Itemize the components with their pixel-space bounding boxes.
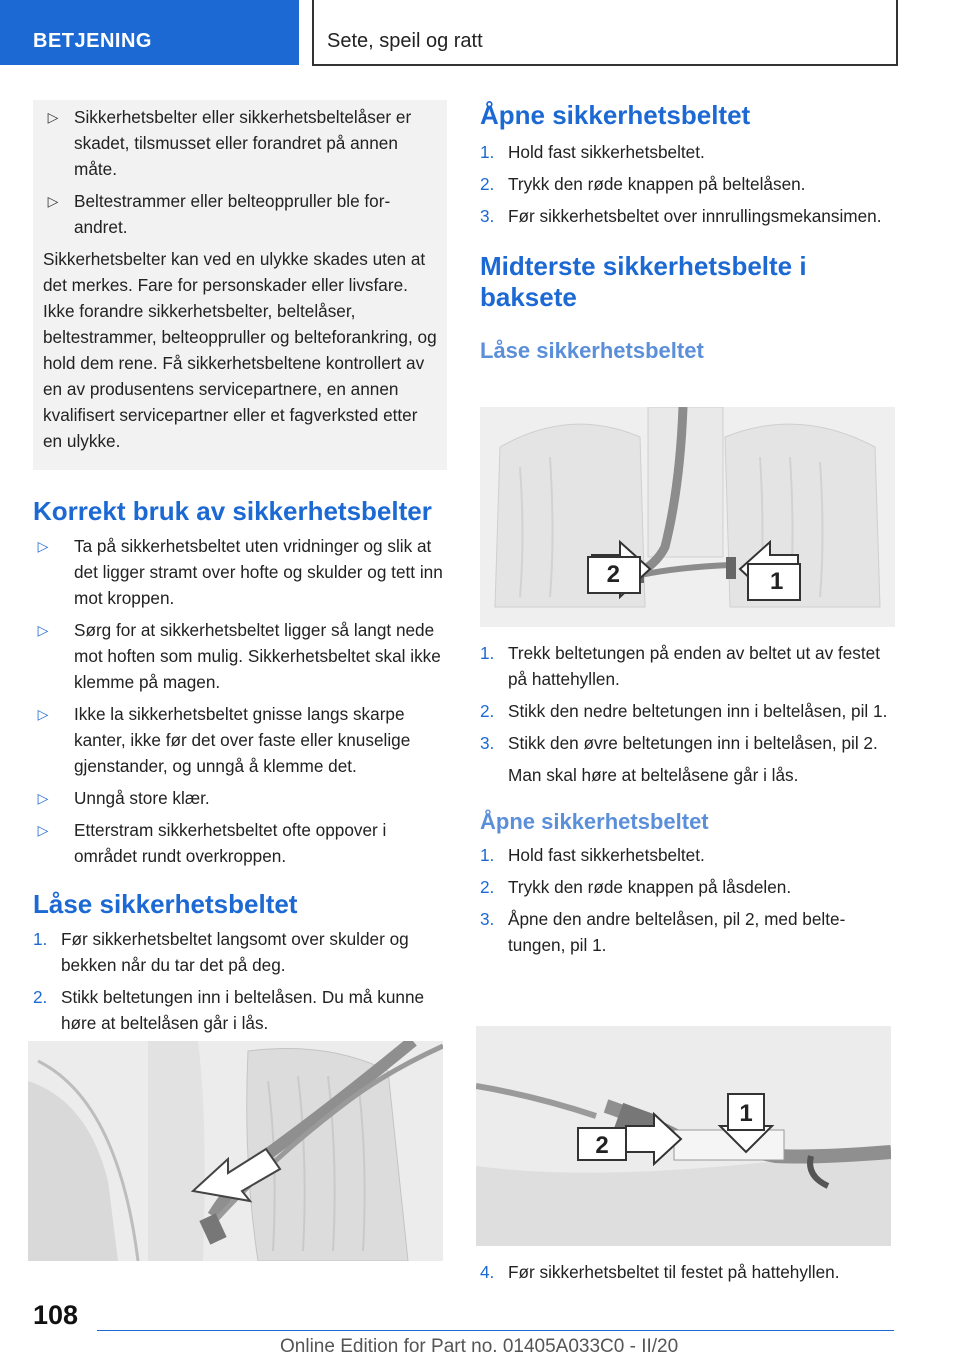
step-item: 1. Hold fast sikkerhetsbeltet. [480, 142, 705, 162]
fig2-label-2: 2 [595, 1132, 609, 1159]
bullet-icon: ▷ [37, 790, 49, 806]
list-item: ▷ Ikke la sikkerhetsbeltet gnisse langs skarpe kanter, ikke før det over faste eller knuselige gjenstander, og unngå å klemme det. [33, 701, 447, 779]
heading-middle-belt: Midterste sikkerhetsbelte i baksete [480, 251, 807, 312]
buckle-illustration [476, 1026, 891, 1246]
step-item: 3. Før sikkerhetsbeltet over innrullingsmekansimen. [480, 206, 882, 226]
step-item: 2. Trykk den røde knappen på låsdelen. [480, 877, 792, 897]
list-item: ▷ Unngå store klær. [33, 785, 447, 811]
fig-label-1: 1 [770, 568, 784, 595]
list-item: ▷ Etterstram sikkerhetsbeltet ofte oppover i området rundt overkroppen. [33, 817, 447, 869]
chapter-tab [312, 0, 898, 66]
rear-seat-illustration [480, 407, 895, 627]
warning-item: ▷ Beltestrammer eller belteoppruller ble forandret. [43, 188, 437, 240]
bullet-icon: ▷ [37, 622, 49, 638]
lock-note: Man skal høre at beltelåsene går i lås. [508, 765, 799, 785]
fig-label-2: 2 [606, 561, 620, 588]
seat-illustration [28, 1041, 443, 1261]
fig2-label-1: 1 [739, 1100, 753, 1127]
page-number: 108 [33, 1300, 79, 1330]
bullet-icon: ▷ [37, 706, 49, 722]
section-tab [0, 0, 299, 65]
step-item: 3. Stikk den øvre beltetungen inn i beltelåsen, pil 2. [480, 733, 878, 753]
step-item: 2. Stikk den nedre beltetungen inn i beltelåsen, pil 1. [480, 701, 888, 721]
right-column [480, 100, 896, 365]
final-step [480, 1259, 896, 1291]
middle-lock-steps [480, 640, 896, 964]
step-item: 2. Trykk den røde knappen på beltelåsen. [480, 174, 806, 194]
step-item: 2. Stikk beltetungen inn i beltelåsen. Du må kunne høre at beltelåsen går i lås. [33, 987, 425, 1033]
step-item: 3. Åpne den andre beltelåsen, pil 2, med beltetungen, pil 1. [480, 909, 846, 955]
section-title: BETJENING [33, 30, 152, 52]
bullet-icon: ▷ [47, 109, 59, 125]
warning-paragraph: Sikkerhetsbelter kan ved en ulykke skades uten at det merkes. Fare for personskader eller livsfare. Ikke forandre sikkerhetsbelter, beltelåser, beltestrammer, belteoppruller og belteforankring, og hold dem rene. Få sikkerhetsbeltene kontrollert av en av produsentens servicepartnere, en annen kvalifisert servicepartner eller et fagverksted etter en ulykke. [43, 249, 437, 451]
step-item: 1. Trekk beltetungen på enden av beltet ut av festet på hattehyllen. [480, 643, 881, 689]
step-item: 1. Før sikkerhetsbeltet langsomt over skulder og bekken når du tar det på deg. [33, 929, 409, 975]
figure-buckle-open [476, 1026, 891, 1246]
warning-box [33, 100, 447, 470]
figure-buckle-front [28, 1041, 443, 1261]
footer-rule [97, 1330, 894, 1331]
warning-item: ▷ Sikkerhetsbelter eller sikkerhetsbeltelåser er skadet, tilsmusset eller forandret på annen måte. [43, 104, 437, 182]
figure-rear-seat [480, 407, 895, 627]
heading-open: Åpne sikkerhetsbeltet [480, 100, 751, 130]
bullet-icon: ▷ [37, 538, 49, 554]
heading-middle-lock: Låse sikkerhetsbeltet [480, 338, 704, 363]
chapter-title: Sete, speil og ratt [327, 30, 483, 52]
list-item: ▷ Sørg for at sikkerhetsbeltet ligger så langt nede mot hoften som mulig. Sikkerhetsbeltet skal ikke klemme på magen. [33, 617, 447, 695]
footer-text: Online Edition for Part no. 01405A033C0 - II/20 [280, 1336, 679, 1357]
heading-correct-use: Korrekt bruk av sikkerhetsbelter [33, 496, 432, 526]
heading-lock: Låse sikkerhetsbeltet [33, 889, 298, 919]
bullet-icon: ▷ [47, 193, 59, 209]
list-item: ▷ Ta på sikkerhetsbeltet uten vridninger og slik at det ligger stramt over hofte og skulder og tett inn mot kroppen. [33, 533, 447, 611]
heading-middle-open: Åpne sikkerhetsbeltet [480, 809, 709, 834]
bullet-icon: ▷ [37, 822, 49, 838]
step-item: 4. Før sikkerhetsbeltet til festet på hattehyllen. [480, 1262, 840, 1282]
left-column [33, 100, 447, 1042]
step-item: 1. Hold fast sikkerhetsbeltet. [480, 845, 705, 865]
